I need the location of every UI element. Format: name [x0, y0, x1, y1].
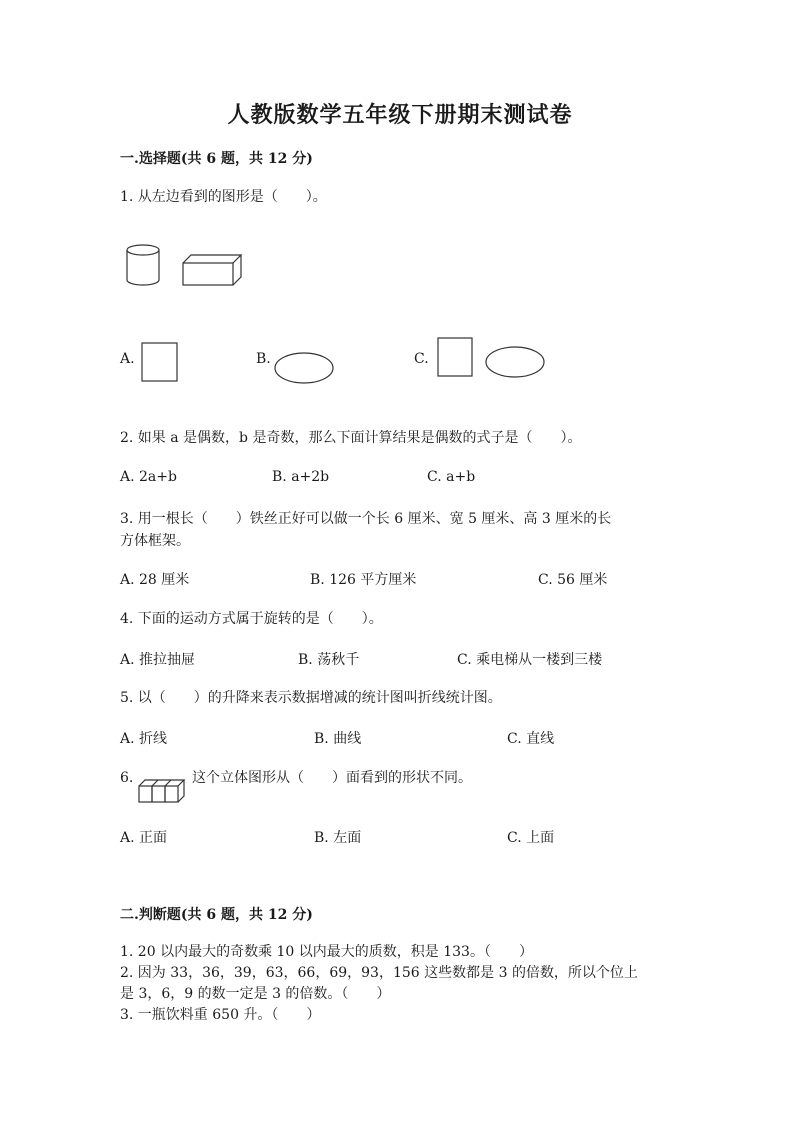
- judge-question-2-line-1: 2. 因为 33，36，39，63，66，69，93，156 这些数都是 3 的倍数，所以个位上: [120, 965, 638, 981]
- q3-option-c: C. 56 厘米: [538, 572, 608, 588]
- q1-option-a-label: A.: [120, 351, 135, 367]
- question-5-stem: 5. 以（ ）的升降来表示数据增减的统计图叫折线统计图。: [120, 690, 502, 706]
- q1-option-b-label: B.: [256, 351, 271, 367]
- question-4-stem: 4. 下面的运动方式属于旋转的是（ ）。: [120, 611, 383, 627]
- q5-option-c: C. 直线: [507, 731, 555, 747]
- q6-option-c: C. 上面: [507, 830, 555, 846]
- question-6-stem: 这个立体图形从（ ）面看到的形状不同。: [192, 770, 472, 786]
- question-3-stem-line-2: 方体框架。: [120, 533, 190, 549]
- cylinder-figure: [126, 244, 164, 288]
- q4-option-c: C. 乘电梯从一楼到三楼: [457, 652, 603, 668]
- q3-option-b: B. 126 平方厘米: [310, 572, 417, 588]
- section-2-heading: 二.判断题(共 6 题，共 12 分): [120, 907, 313, 923]
- ellipse-shape-icon: [274, 352, 336, 386]
- q5-option-b: B. 曲线: [314, 731, 362, 747]
- three-cube-block-figure: [138, 779, 190, 805]
- q5-option-a: A. 折线: [120, 731, 168, 747]
- q6-option-b: B. 左面: [314, 830, 362, 846]
- cuboid-figure: [182, 254, 244, 288]
- q2-option-a: A. 2a+b: [120, 469, 177, 485]
- q2-option-b: B. a+2b: [272, 469, 330, 485]
- judge-question-3: 3. 一瓶饮料重 650 升。（ ）: [120, 1007, 321, 1023]
- q2-option-c: C. a+b: [427, 469, 476, 485]
- question-6-number: 6.: [120, 770, 134, 786]
- judge-question-2-line-2: 是 3，6，9 的数一定是 3 的倍数。（ ）: [120, 986, 391, 1002]
- q4-option-b: B. 荡秋千: [298, 652, 360, 668]
- q3-option-a: A. 28 厘米: [120, 572, 190, 588]
- question-2-stem: 2. 如果 a 是偶数，b 是奇数，那么下面计算结果是偶数的式子是（ ）。: [120, 430, 582, 446]
- square-shape-icon: [437, 337, 475, 379]
- square-shape-icon: [141, 342, 179, 384]
- question-1-stem: 1. 从左边看到的图形是（ ）。: [120, 189, 327, 205]
- ellipse-shape-icon: [485, 346, 547, 380]
- section-1-heading: 一.选择题(共 6 题，共 12 分): [120, 151, 313, 167]
- question-3-stem-line-1: 3. 用一根长（ ）铁丝正好可以做一个长 6 厘米、宽 5 厘米、高 3 厘米的长: [120, 511, 612, 527]
- q6-option-a: A. 正面: [120, 830, 168, 846]
- q4-option-a: A. 推拉抽屉: [120, 652, 196, 668]
- q1-option-c-label: C.: [414, 351, 429, 367]
- page-title: 人教版数学五年级下册期末测试卷: [227, 102, 573, 128]
- judge-question-1: 1. 20 以内最大的奇数乘 10 以内最大的质数，积是 133。（ ）: [120, 944, 533, 960]
